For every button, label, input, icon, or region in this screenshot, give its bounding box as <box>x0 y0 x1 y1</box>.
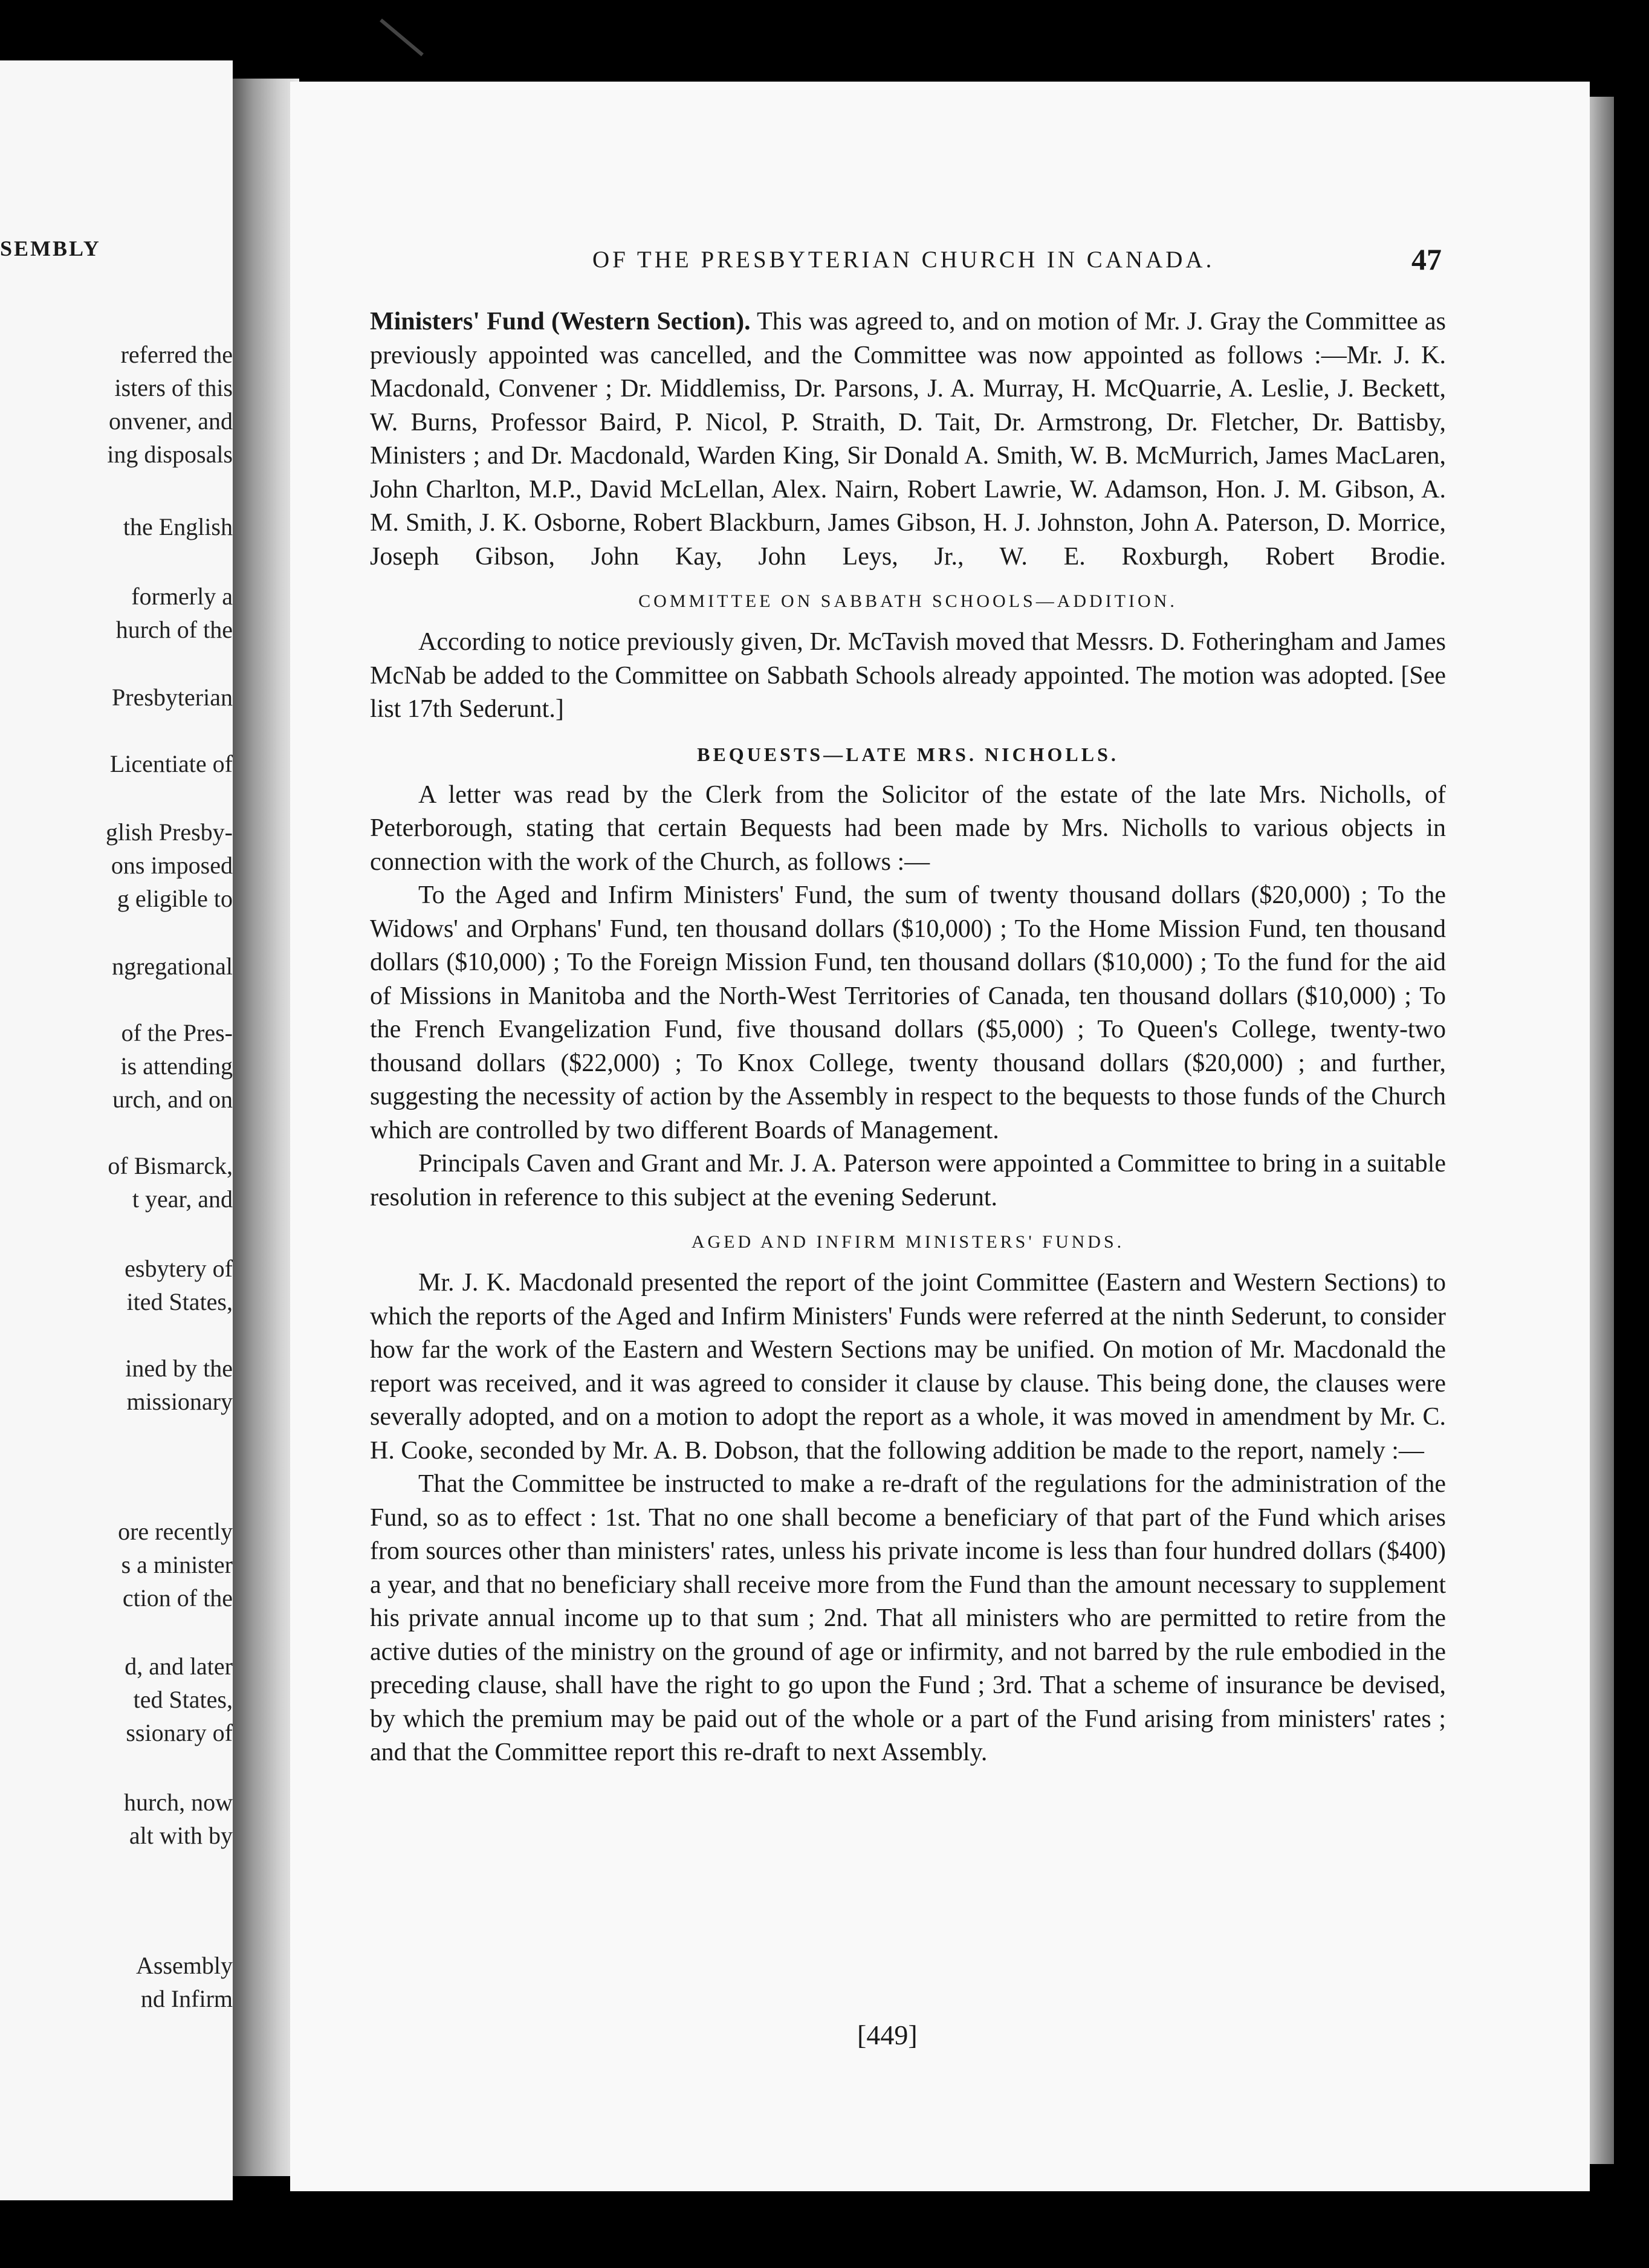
left-page-line: esbytery of <box>125 1255 233 1282</box>
left-page-line: nd Infirm <box>140 1985 233 2012</box>
opening-bold-lead: Ministers' Fund (Western Section). <box>370 308 751 335</box>
left-page-line: referred the <box>120 341 233 368</box>
section-heading-sabbath-schools: COMMITTEE ON SABBATH SCHOOLS—ADDITION. <box>638 591 1178 611</box>
left-page-line: isters of this <box>114 374 233 401</box>
left-page-line: glish Presby- <box>106 818 233 846</box>
left-page <box>0 60 233 2200</box>
left-page-line: ined by the <box>125 1355 233 1382</box>
scan-mark <box>380 19 424 56</box>
left-page-line: ons imposed <box>111 852 233 879</box>
left-page-line: missionary <box>126 1388 233 1415</box>
footer-folio: [449] <box>857 2020 918 2050</box>
book-gutter <box>233 79 299 2176</box>
left-page-line: hurch of the <box>115 616 233 643</box>
opening-paragraph <box>370 305 1446 574</box>
left-page-line: ngregational <box>112 953 233 980</box>
left-page-line: ore recently <box>118 1518 233 1545</box>
left-page-line: hurch, now <box>124 1789 233 1816</box>
left-page-line: ited States, <box>126 1288 233 1315</box>
left-page-line: s a minister <box>121 1551 233 1578</box>
left-page-line: alt with by <box>129 1822 233 1849</box>
left-page-line: g eligible to <box>117 885 233 912</box>
sabbath-schools-paragraph: According to notice previously given, Dr. McTavish moved that Messrs. D. Fotheringham and James McNab be added to the Committee on Sabbath Schools already appointed. The motion was adopted. [See list 17th Sederunt.] <box>370 628 1446 723</box>
left-page-line: ted States, <box>133 1686 233 1713</box>
section-heading-bequests: BEQUESTS—LATE MRS. NICHOLLS. <box>697 743 1119 765</box>
left-page-line: onvener, and <box>109 407 233 435</box>
bequests-paragraph-3: Principals Caven and Grant and Mr. J. A. Paterson were appointed a Committee to bring in a suitable resolution in reference to this subject at the evening Sederunt. <box>370 1150 1446 1211</box>
left-page-line: Presbyterian <box>112 684 233 711</box>
page-number: 47 <box>1411 242 1442 276</box>
aged-infirm-paragraph-2: That the Committee be instructed to make a re-draft of the regulations for the administration of the Fund, so as to effect : 1st. That no one shall become a beneficiary of that part of the Fund which arises from sources other than ministers' rates, unless his private income is less than four hundred dollars ($400) a year, and that no beneficiary shall receive more from the Fund than the amount necessary to supplement his private annual income up to that sum ; 2nd. That all ministers who are permitted to retire from the active duties of the ministry on the ground of age or infirmity, and not barred by the rule embodied in the preceding clause, shall have the right to go upon the Fund ; 3rd. That a scheme of insurance be devised, by which the premium may be paid out of the whole or a part of the Fund arising from ministers' rates ; and that the Committee report this re-draft to next Assembly. <box>370 1470 1446 1766</box>
aged-infirm-paragraph-1: Mr. J. K. Macdonald presented the report of the joint Committee (Eastern and Western Sections) to which the reports of the Aged and Infirm Ministers' Funds were referred at the ninth Sederunt, to consider how far the work of the Eastern and Western Sections may be unified. On motion of Mr. Macdonald the report was received, and it was agreed to consider it clause by clause. This being done, the clauses were severally adopted, and on a motion to adopt the report as a whole, it was moved in amendment by Mr. C. H. Cooke, seconded by Mr. A. B. Dobson, that the following addition be made to the report, namely :— <box>370 1269 1446 1465</box>
opening-text: This was agreed to, and on motion of Mr. J. Gray the Committee as previously appointed was cancelled, and the Committee was now appointed as follows :—Mr. J. K. Macdonald, Convener ; Dr. Middlemiss, Dr. Parsons, J. A. Murray, H. McQuarrie, A. Leslie, J. Beckett, W. Burns, Professor Baird, P. Nicol, P. Straith, D. Tait, Dr. Armstrong, Dr. Fletcher, Dr. Battisby, Ministers ; and Dr. Macdonald, Warden King, Sir Donald A. Smith, W. B. McMurrich, James MacLaren, John Charlton, M.P., David McLellan, Alex. Nairn, Robert Lawrie, W. Adamson, Hon. J. M. Gibson, A. M. Smith, J. K. Osborne, Robert Blackburn, James Gibson, H. J. Johnston, John A. Paterson, D. Morrice, Joseph Gibson, John Kay, John Leys, Jr., W. E. Roxburgh, Robert Brodie. <box>370 308 1446 571</box>
left-page-line: of the Pres- <box>121 1019 233 1046</box>
left-page-line: t year, and <box>132 1185 233 1213</box>
left-page-line: is attending <box>120 1052 233 1080</box>
left-page-line: Assembly <box>136 1952 233 1979</box>
left-page-line: Licentiate of <box>109 750 233 777</box>
body-text <box>370 305 1446 1770</box>
left-page-line: d, and later <box>125 1653 233 1680</box>
left-page-line: ction of the <box>122 1584 233 1612</box>
left-page-line: ssionary of <box>126 1719 233 1746</box>
left-page-line: formerly a <box>131 583 233 610</box>
left-page-line: the English <box>123 513 233 540</box>
left-page-header: SEMBLY <box>0 236 101 261</box>
bequests-paragraph-1: A letter was read by the Clerk from the Solicitor of the estate of the late Mrs. Nicholls, of Peterborough, stating that certain Bequests had been made by Mrs. Nicholls to various objects in connection with the work of the Church, as follows :— <box>370 780 1446 876</box>
left-page-line: of Bismarck, <box>108 1152 233 1179</box>
page-edge <box>1590 97 1614 2164</box>
left-page-line: ing disposals <box>107 441 233 468</box>
left-page-line: urch, and on <box>112 1086 233 1113</box>
running-head: OF THE PRESBYTERIAN CHURCH IN CANADA. <box>592 247 1215 273</box>
bequests-paragraph-2: To the Aged and Infirm Ministers' Fund, the sum of twenty thousand dollars ($20,000) ; To the Widows' and Orphans' Fund, ten thousand dollars ($10,000) ; To the Home Mission Fund, ten thousand dollars ($10,000) ; To the Foreign Mission Fund, ten thousand dollars ($10,000) ; To the fund for the aid of Missions in Manitoba and the North-West Territories of Canada, ten thousand dollars ($10,000) ; To the French Evangelization Fund, five thousand dollars ($5,000) ; To Queen's College, twenty-two thousand dollars ($22,000) ; To Knox College, twenty thousand dollars ($20,000) ; and further, suggesting the necessity of action by the Assembly in respect to the bequests to those funds of the Church which are controlled by two different Boards of Management. <box>370 881 1446 1144</box>
section-heading-aged-infirm: AGED AND INFIRM MINISTERS' FUNDS. <box>691 1232 1125 1252</box>
